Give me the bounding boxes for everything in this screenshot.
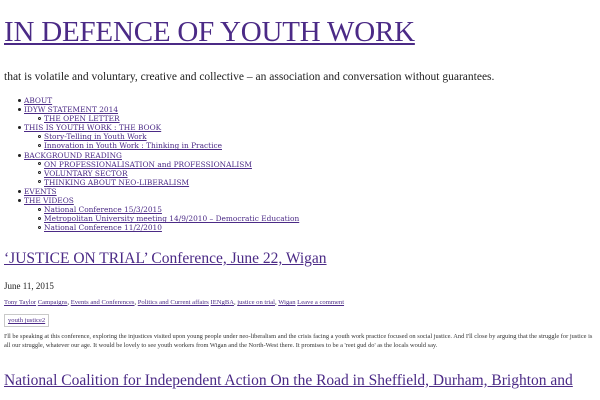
nav-item-events xyxy=(4,187,596,196)
nav-link-national-conference-2010[interactable]: National Conference 11/2/2010 xyxy=(44,223,162,233)
nav-subitem-storytelling xyxy=(4,132,596,141)
nav-link-neoliberalism[interactable]: THINKING ABOUT NEO-LIBERALISM xyxy=(44,177,190,187)
bullet-icon xyxy=(38,117,41,120)
attachment-link[interactable]: youth justice2 xyxy=(4,314,49,327)
bullet-icon xyxy=(38,180,41,183)
main-navigation xyxy=(4,96,596,232)
nav-link-open-letter[interactable]: THE OPEN LETTER xyxy=(44,114,120,124)
nav-link-events[interactable]: EVENTS xyxy=(24,186,57,196)
nav-link-storytelling[interactable]: Story-Telling in Youth Work xyxy=(44,132,147,142)
nav-subitem-metropolitan-meeting xyxy=(4,214,596,223)
bullet-icon xyxy=(38,217,41,220)
bullet-icon xyxy=(18,199,21,202)
separator: , xyxy=(67,299,71,306)
nav-item-idyw-statement xyxy=(4,105,596,114)
post-date: June 11, 2015 xyxy=(4,281,54,291)
separator: , xyxy=(134,299,138,306)
post-meta xyxy=(4,299,344,306)
bullet-icon xyxy=(18,190,21,193)
tag-link-justice-on-trial[interactable]: justice on trial xyxy=(237,299,276,306)
nav-subitem-voluntary-sector xyxy=(4,169,596,178)
category-link-campaigns[interactable]: Campaigns xyxy=(37,299,68,306)
category-link-events[interactable]: Events and Conferences xyxy=(70,299,135,306)
nav-item-background-reading xyxy=(4,151,596,160)
bullet-icon xyxy=(38,171,41,174)
separator: , xyxy=(275,299,279,306)
post-title-2[interactable]: National Coalition for Independent Action On the Road in Sheffield, Durham, Brighton and xyxy=(4,372,573,389)
nav-subitem-national-conference-2015 xyxy=(4,205,596,214)
nav-link-idyw-statement[interactable]: IDYW STATEMENT 2014 xyxy=(24,105,119,115)
post-title[interactable]: ‘JUSTICE ON TRIAL’ Conference, June 22, Wigan xyxy=(4,250,327,267)
nav-item-book xyxy=(4,123,596,132)
nav-item-about xyxy=(4,96,596,105)
bullet-icon xyxy=(38,144,41,147)
nav-link-about[interactable]: ABOUT xyxy=(24,96,53,105)
separator: , xyxy=(233,299,238,306)
nav-link-videos[interactable]: THE VIDEOS xyxy=(24,196,74,206)
bullet-icon xyxy=(38,162,41,165)
bullet-icon xyxy=(38,135,41,138)
nav-link-innovation[interactable]: Innovation in Youth Work : Thinking in Practice xyxy=(44,141,222,151)
nav-link-voluntary-sector[interactable]: VOLUNTARY SECTOR xyxy=(44,168,128,178)
post-body: I'll be speaking at this conference, exploring the injustices visited upon young people under neo-liberalism and the crisis facing a youth work practice focused on social justice. And I'll close by arguing that the struggle for justice is all our struggle, whatever our age. It would be lovely to see youth workers from Wigan and the North-West there. It promises to be a 'reet gud do' as the locals would say. xyxy=(4,333,593,349)
leave-comment-link[interactable]: Leave a comment xyxy=(297,299,345,306)
nav-link-book[interactable]: THIS IS YOUTH WORK : THE BOOK xyxy=(24,123,162,133)
nav-item-videos xyxy=(4,196,596,205)
bullet-icon xyxy=(18,108,21,111)
nav-link-professionalisation[interactable]: ON PROFESSIONALISATION and PROFESSIONALISM xyxy=(44,159,252,169)
nav-subitem-national-conference-2010 xyxy=(4,223,596,232)
nav-link-national-conference-2015[interactable]: National Conference 15/3/2015 xyxy=(44,205,162,215)
nav-link-metropolitan-meeting[interactable]: Metropolitan University meeting 14/9/2010 – Democratic Education xyxy=(44,214,300,224)
site-tagline: that is volatile and voluntary, creative and collective – an association and conversation without guarantees. xyxy=(4,71,495,83)
nav-link-background-reading[interactable]: BACKGROUND READING xyxy=(24,150,122,160)
tag-link-iengba[interactable]: IENgBA xyxy=(210,299,234,306)
bullet-icon xyxy=(18,154,21,157)
bullet-icon xyxy=(38,226,41,229)
site-title[interactable]: IN DEFENCE OF YOUTH WORK xyxy=(4,16,415,48)
nav-subitem-innovation xyxy=(4,141,596,150)
nav-subitem-neoliberalism xyxy=(4,178,596,187)
bullet-icon xyxy=(18,99,21,102)
nav-list xyxy=(4,96,596,232)
tag-link-wigan[interactable]: Wigan xyxy=(278,299,296,306)
author-link[interactable]: Tony Taylor xyxy=(4,299,37,306)
bullet-icon xyxy=(18,126,21,129)
nav-subitem-open-letter xyxy=(4,114,596,123)
bullet-icon xyxy=(38,208,41,211)
category-link-politics[interactable]: Politics and Current affairs xyxy=(137,299,209,306)
nav-subitem-professionalisation xyxy=(4,160,596,169)
